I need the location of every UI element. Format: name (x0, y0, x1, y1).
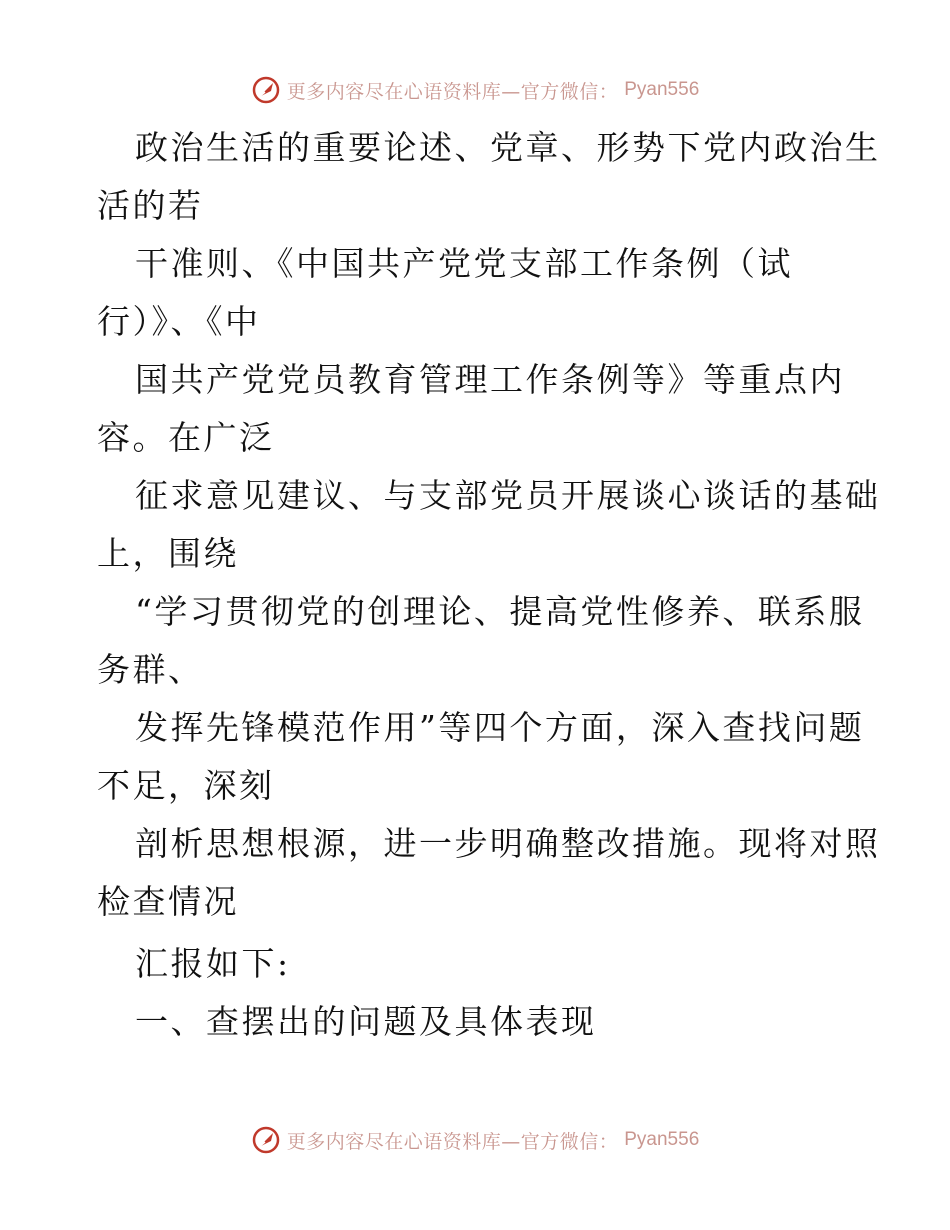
body-line-6: 容。在广泛 (97, 418, 275, 457)
body-line-5: 国共产党党员教育管理工作条例等》等重点内 (135, 360, 845, 399)
body-line-9: “学习贯彻党的创理论、提高党性修养、联系服 (135, 592, 865, 631)
body-line-12: 不足，深刻 (97, 766, 275, 805)
body-line-8: 上，围绕 (97, 534, 239, 573)
watermark-account: Pyan556 (624, 79, 700, 100)
header-watermark (0, 70, 950, 110)
watermark-text: 更多内容尽在心语资料库—官方微信： (286, 1130, 619, 1153)
body-line-10: 务群、 (97, 650, 204, 689)
body-line-1: 政治生活的重要论述、党章、形势下党内政治生 (135, 128, 881, 167)
watermark-text: 更多内容尽在心语资料库—官方微信： (286, 80, 619, 103)
body-line-3: 干准则、《中国共产党党支部工作条例（试 (135, 244, 793, 283)
body-line-14: 检查情况 (97, 882, 239, 921)
footer-watermark (0, 1120, 950, 1160)
body-line-2: 活的若 (97, 186, 204, 225)
quill-logo-icon (251, 75, 281, 105)
section-heading: 一、查摆出的问题及具体表现 (135, 1002, 597, 1041)
body-line-13: 剖析思想根源，进一步明确整改措施。现将对照 (135, 824, 881, 863)
watermark-account: Pyan556 (624, 1129, 700, 1150)
body-line-7: 征求意见建议、与支部党员开展谈心谈话的基础 (135, 476, 881, 515)
body-line-15: 汇报如下: (135, 944, 291, 983)
body-line-11: 发挥先锋模范作用”等四个方面，深入查找问题 (135, 708, 865, 747)
body-line-4: 行）》、《中 (97, 302, 261, 341)
quill-logo-icon (251, 1125, 281, 1155)
